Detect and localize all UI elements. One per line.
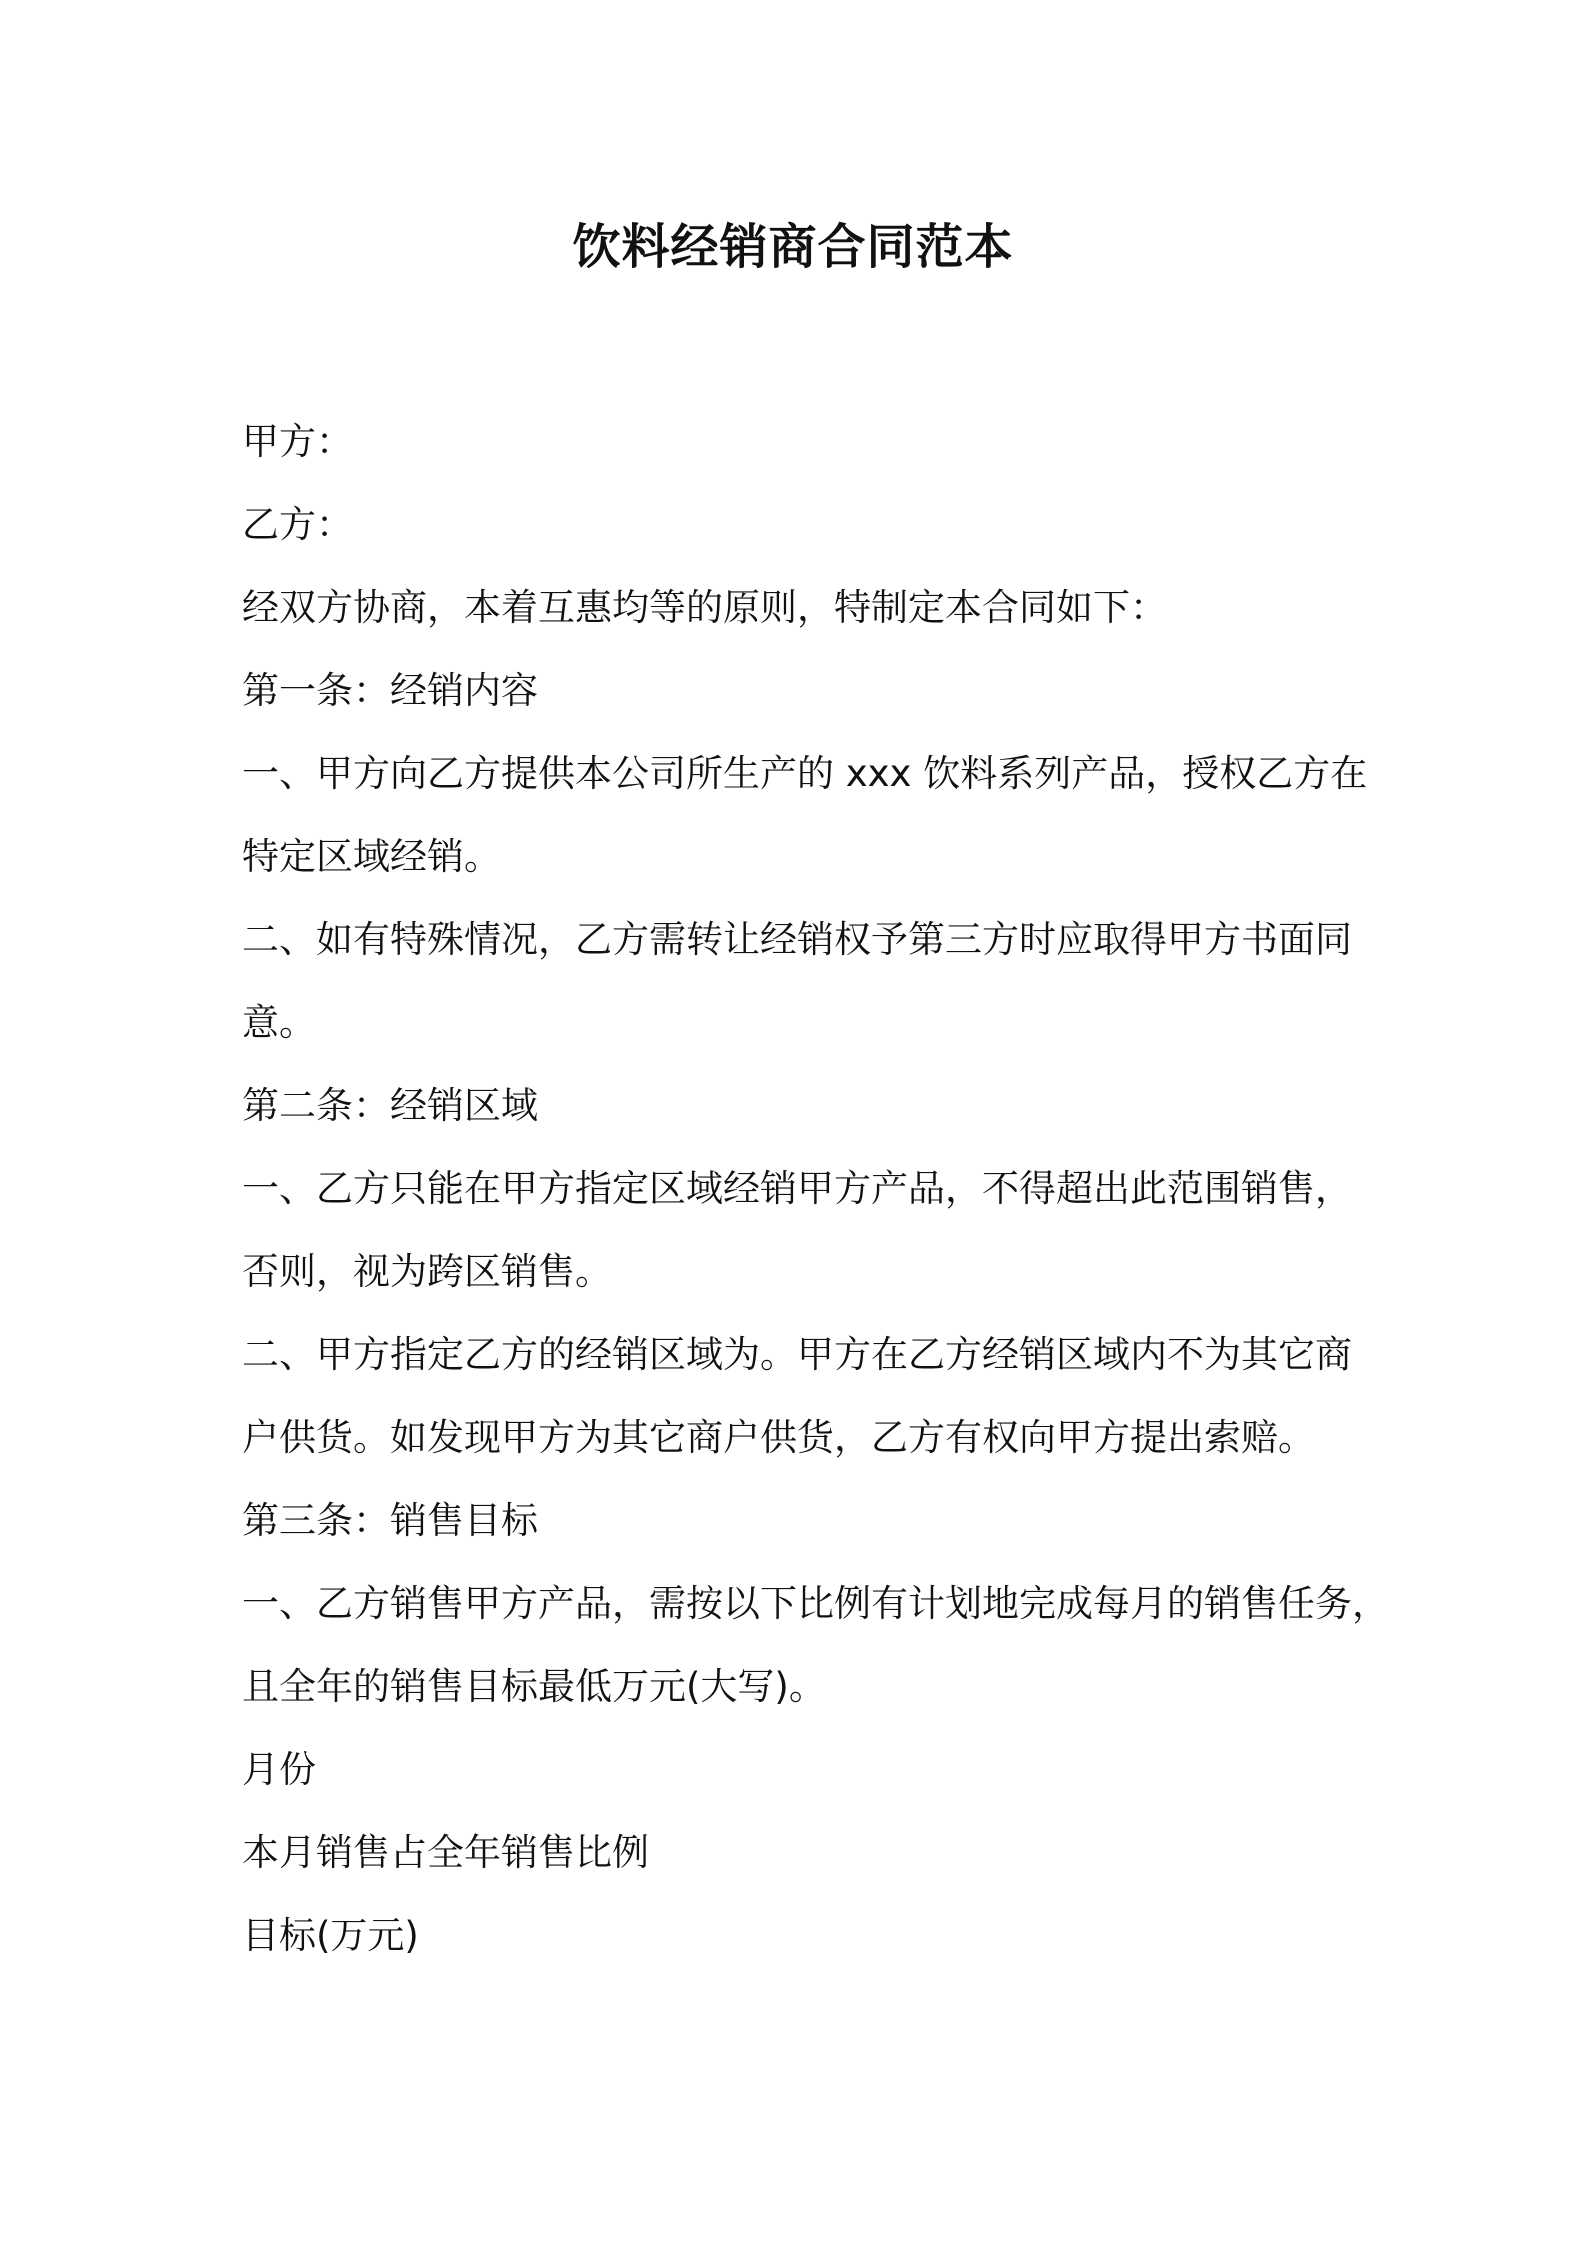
table-header-month: 月份	[242, 1748, 316, 1791]
article-2-clause-1: 一、乙方只能在甲方指定区域经销甲方产品，不得超出此范围销售，	[242, 1167, 1352, 1210]
article-2-clause-1-cont: 否则，视为跨区销售。	[242, 1250, 612, 1293]
table-header-ratio: 本月销售占全年销售比例	[242, 1831, 649, 1874]
article-1-heading: 第一条：经销内容	[242, 669, 538, 712]
party-a-line: 甲方：	[242, 420, 353, 463]
article-2-clause-2-cont: 户供货。如发现甲方为其它商户供货，乙方有权向甲方提出索赔。	[242, 1416, 1315, 1459]
preamble: 经双方协商，本着互惠均等的原则，特制定本合同如下：	[242, 586, 1167, 629]
document-body	[242, 400, 1389, 1977]
document-title: 饮料经销商合同范本	[572, 219, 1014, 275]
article-2-heading: 第二条：经销区域	[242, 1084, 538, 1127]
article-1-clause-1: 一、甲方向乙方提供本公司所生产的 xxx 饮料系列产品，授权乙方在	[242, 752, 1368, 795]
party-b-line: 乙方：	[242, 503, 353, 546]
article-1-clause-2-cont: 意。	[242, 1001, 316, 1044]
table-header-target: 目标(万元)	[242, 1914, 419, 1957]
article-1-clause-2: 二、如有特殊情况，乙方需转让经销权予第三方时应取得甲方书面同	[242, 918, 1352, 961]
article-3-heading: 第三条：销售目标	[242, 1499, 538, 1542]
article-3-clause-1-cont: 且全年的销售目标最低万元(大写)。	[242, 1665, 826, 1708]
article-3-clause-1: 一、乙方销售甲方产品，需按以下比例有计划地完成每月的销售任务，	[242, 1582, 1389, 1625]
article-1-clause-1-cont: 特定区域经销。	[242, 835, 501, 878]
article-2-clause-2: 二、甲方指定乙方的经销区域为。甲方在乙方经销区域内不为其它商	[242, 1333, 1352, 1376]
